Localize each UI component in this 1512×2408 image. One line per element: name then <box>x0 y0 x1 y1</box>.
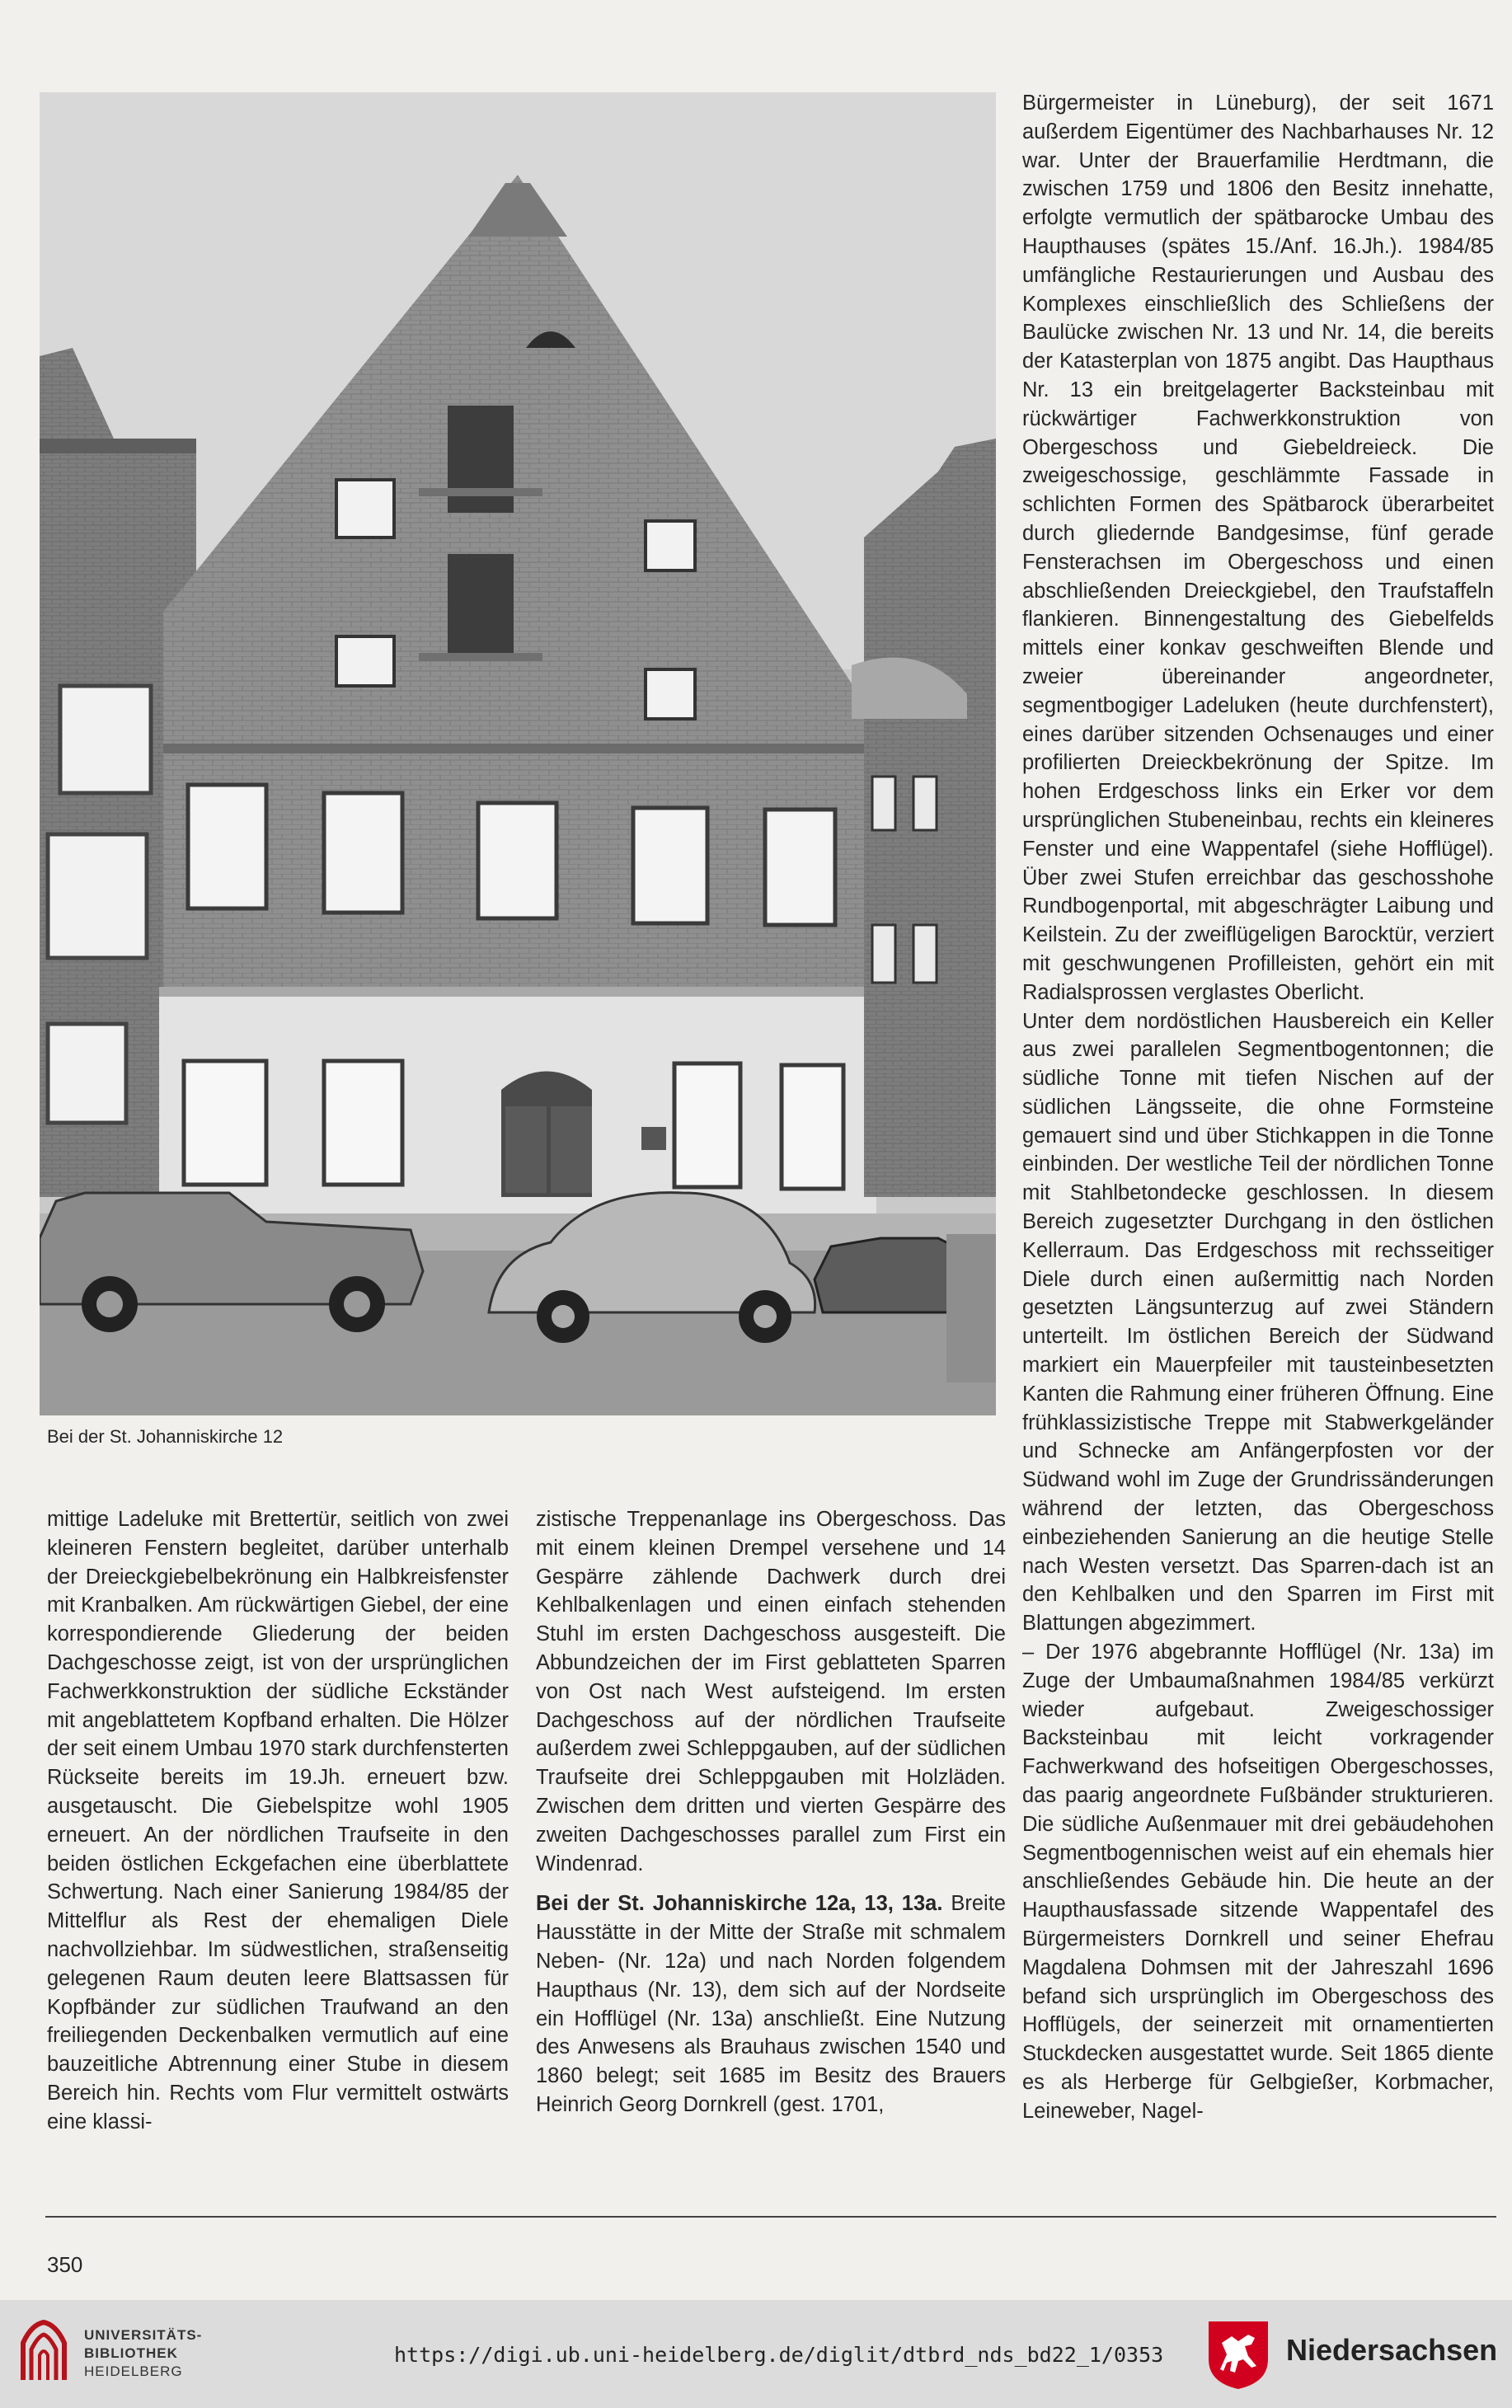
heidelberg-library-icon[interactable] <box>15 2318 73 2384</box>
entry-paragraph <box>536 1889 1006 2119</box>
university-name-line: HEIDELBERG <box>84 2363 183 2379</box>
text-column-right <box>1022 89 1494 2126</box>
page-divider <box>45 2216 1496 2218</box>
permalink-url[interactable]: https://digi.ub.uni-heidelberg.de/diglit/dtbrd_nds_bd22_1/0353 <box>394 2343 1164 2367</box>
building-photo-illustration <box>40 92 996 1415</box>
paragraph: zistische Treppenanlage ins Obergeschoss. Das mit einem kleinen Drempel versehene und 14 Gespärre zählende Dachwerk durch drei Kehlbalkenlagen und einen einfach stehenden Stuhl im ersten Dachgeschoss ausgesteift. Die Abbundzeichen der im First geblatteten Sparren von Ost nach West aufsteigend. Im ersten Dachgeschoss auf der nördlichen Traufseite außerdem zwei Schleppgauben, auf der südlichen Traufseite drei Schleppgauben mit Holzläden. Zwischen dem dritten und vierten Gespärre des zweiten Dachgeschosses parallel zum First ein Windenrad. <box>536 1508 1006 1875</box>
paragraph: mittige Ladeluke mit Brettertür, seitlich von zwei kleineren Fenstern begleitet, darüber unterhalb der Dreieckgiebelbekrönung ein Halbkreisfenster mit Kranbalken. Am rückwärtigen Giebel, der eine korrespondierende Gliederung der beiden Dachgeschosse zeigt, ist von der ursprünglichen Fachwerkkonstruktion der südliche Eckständer mit angeblattetem Kopfband erhalten. Die Hölzer der seit einem Umbau 1970 stark durchfensterten Rückseite bereits im 19.Jh. erneuert bzw. ausgetauscht. Die Giebelspitze wohl 1905 erneuert. An der nördlichen Traufseite in den beiden östlichen Eckgefachen eine überblattete Schwertung. Nach einer Sanierung 1984/85 der Mittelflur als Rest der ehemaligen Diele nachvollziehbar. Im südwestlichen, straßenseitig gelegenen Raum deuten leere Blattsassen für Kopfbänder zur südlichen Traufwand an den freiliegenden Deckenbalken vermutlich auf eine bauzeitliche Abtrennung einer Stube in diesem Bereich hin. Rechts vom Flur vermittelt ostwärts eine klassi- <box>47 1508 509 2133</box>
state-name: Niedersachsen <box>1286 2333 1498 2367</box>
university-name-line: BIBLIOTHEK <box>84 2345 178 2361</box>
lower-saxony-horse-icon[interactable] <box>1205 2318 1271 2391</box>
text-column-middle <box>536 1505 1006 2119</box>
university-name-line: UNIVERSITÄTS- <box>84 2327 203 2343</box>
entry-heading: Bei der St. Johanniskirche 12a, 13, 13a. <box>536 1892 943 1916</box>
paragraph: Unter dem nordöstlichen Hausbereich ein Keller aus zwei parallelen Segmentbogentonnen; die südliche Tonne mit tiefen Nischen auf der südlichen Längsseite, die ohne Formsteine gemauert sind und über Stichkappen in die Tonne einbinden. Der westliche Teil der nördlichen Tonne mit Stahlbetondecke geschlossen. In diesem Bereich zugesetzter Durchgang in den östlichen Kellerraum. Das Erdgeschoss mit rechsseitiger Diele durch einen außermittig nach Norden gesetzten Längsunterzug auf zwei Ständern unterteilt. Im östlichen Bereich der Südwand markiert ein Mauerpfeiler mit tausteinbesetzten Kanten die Rahmung einer früheren Öffnung. Eine frühklassizistische Treppe mit Stabwerkgeländer und Schnecke am Anfängerpfosten vor der Südwand wohl im Zuge der Grundrissänderungen während der letzten, das Obergeschoss einbeziehenden Sanierung an die heutige Stelle nach Westen versetzt. Das Sparren-dach ist an den Kehlbalken und den Sparren im First mit Blattungen abgezimmert. <box>1022 1009 1494 1636</box>
text-column-left <box>47 1505 509 2137</box>
university-library-name[interactable] <box>84 2326 202 2381</box>
photo-caption: Bei der St. Johanniskirche 12 <box>47 1426 284 1447</box>
entry-text: Breite Hausstätte in der Mitte der Straße mit schmalem Neben- (Nr. 12a) und nach Norden folgendem Haupthaus (Nr. 13), dem sich auf der Nordseite ein Hofflügel (Nr. 13a) anschließt. Eine Nutzung des Anwesens als Brauhaus zwischen 1540 und 1860 belegt; seit 1685 im Besitz des Brauers Heinrich Georg Dornkrell (gest. 1701, <box>536 1892 1006 2116</box>
page-number: 350 <box>47 2252 83 2277</box>
paragraph: – Der 1976 abgebrannte Hofflügel (Nr. 13a) im Zuge der Umbaumaßnahmen 1984/85 verkürzt wieder aufgebaut. Zweigeschossiger Backsteinbau mit leicht vorkragender Fachwerkwand des hofseitigen Obergeschosses, das paarig angeordnete Fußbänder strukturieren. Die südliche Außenmauer mit drei gebäudehohen Segmentbogennischen weist auf ein ehemals hier anschließendes Gebäude hin. Die heute an der Haupthausfassade sitzende Wappentafel des Bürgermeisters Dornkrell und seiner Ehefrau Magdalena Dohmsen mit der Jahreszahl 1696 befand sich ursprünglich im Obergeschoss des Hofflügels, der seinerzeit mit ornamentierten Stuckdecken ausgestattet wurde. Seit 1865 diente es als Herberge für Gelbgießer, Korbmacher, Leineweber, Nagel- <box>1022 1641 1494 2123</box>
building-photo <box>40 92 996 1415</box>
paragraph: Bürgermeister in Lüneburg), der seit 1671 außerdem Eigentümer des Nachbarhauses Nr. 12 war. Unter der Brauerfamilie Herdtmann, die zwischen 1759 und 1806 den Besitz innehatte, erfolgte vermutlich der spätbarocke Umbau des Haupthauses (spätes 15./Anf. 16.Jh.). 1984/85 umfängliche Restaurierungen und Ausbau des Komplexes einschließlich des Schließens der Baulücke zwischen Nr. 13 und Nr. 14, die bereits der Katasterplan von 1875 angibt. Das Haupthaus Nr. 13 ein breitgelagerter Backsteinbau mit rückwärtiger Fachwerkkonstruktion von Obergeschoss und Giebeldreieck. Die zweigeschossige, geschlämmte Fassade in schlichten Formen des Spätbarock überarbeitet durch gliedernde Bandgesimse, fünf gerade Fensterachsen im Obergeschoss und einen abschließenden Dreieckgiebel, den Traufstaffeln flankieren. Binnengestaltung des Giebelfelds mittels einer konkav geschweiften Blende und zweier übereinander angeordneter, segmentbogiger Ladeluken (heute durchfenstert), eines darüber sitzenden Ochsenauges und einer profilierten Dreieckbekrönung der Spitze. Im hohen Erdgeschoss links ein Erker vor dem ursprünglichen Stubeneinbau, rechts ein kleineres Fenster und eine Wappentafel (siehe Hofflügel). Über zwei Stufen erreichbar das geschosshohe Rundbogenportal, mit abgeschrägter Laibung und Keilstein. Zu der zweiflügeligen Barocktür, verziert mit geschwungenen Profilleisten, gehört ein mit Radialsprossen verglastes Oberlicht. <box>1022 92 1494 1004</box>
viewer-footer <box>0 2300 1512 2408</box>
